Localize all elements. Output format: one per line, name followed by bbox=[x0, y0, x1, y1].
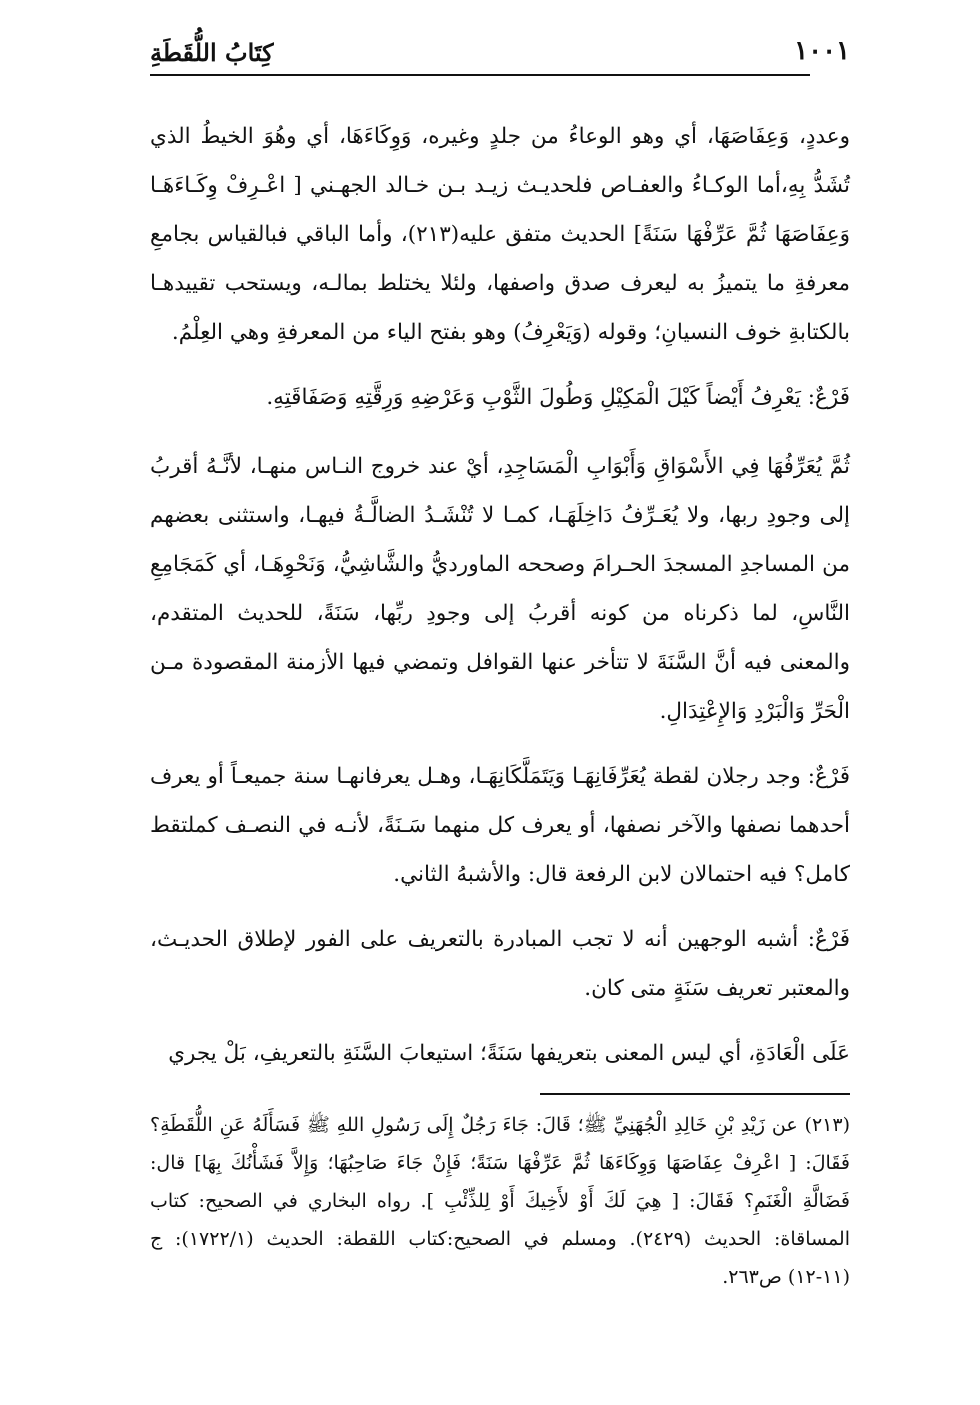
paragraph-2: فَرْعٌ: يَعْرِفُ أَيْضاً كَيْلَ الْمَكِيْلِ وَطُولَ الثَّوْبِ وَعَرْضِهِ وَرِقَّتِهِ وَصَفَاقَتِهِ. bbox=[266, 385, 850, 410]
main-text bbox=[150, 112, 850, 1094]
paragraph-1: وعددٍ، وَعِفَاصَهَا، أي وهو الوعاءُ من جلدٍ وغيره، وَوِكَاءَهَا، أي وهُوَ الخيطُ الذي تُشَدُّ بِهِ،أما الوكـاءُ والعفـاص فلحديـث زيـد بـن خـالد الجهـني [ اعْـرِفْ وِكَـاءَهَـا وَعِفَاصَهَا ثُمَّ عَرِّفْهَا سَنَةً] الحديث متفق عليه(٢١٣)، وأما الباقي فبالقياس بجامعِ معرفةِ ما يتميزُ به ليعرف صدق واصفها، ولئلا يختلط بمالـه، ويستحب تقييدهـا بالكتابةِ خوف النسيانِ؛ وقوله (وَيَعْرِفُ) وهو بفتح الياء من المعرفةِ وهي العِلْمُ. bbox=[150, 124, 850, 345]
chapter-title: كِتَابُ اللُّقَطَةِ bbox=[150, 38, 274, 67]
running-header bbox=[150, 36, 850, 76]
page-number: ١٠٠١ bbox=[794, 36, 850, 66]
paragraph-4: فَرْعٌ: وجد رجلان لقطة يُعَرِّفَانِهَـا وَيَتَمَلَّكَانِهَـا، وهـل يعرفانهـا سنة جميعـاً أو يعرف أحدهما نصفها والآخر نصفها، أو يعرف كل منهما سَـنَةً، لأنـه في النصـف كملتقط كامل؟ فيه احتمالان لابن الرفعة قال: والأشبهُ الثاني. bbox=[150, 764, 850, 887]
paragraph-5: فَرْعٌ: أشبه الوجهين أنه لا تجب المبادرة بالتعريف على الفور لإطلاق الحديـث، والمعتبر تعريف سَنَةٍ متى كان. bbox=[150, 927, 850, 1001]
paragraph-3: ثُمَّ يُعَرِّفُهَا فِي الأَسْوَاقِ وَأَبْوَابِ الْمَسَاجِدِ، أيْ عند خروج النـاس منهـا، لأنَّـهُ أقربُ إلى وجودِ ربها، ولا يُعَـرِّفُ دَاخِلَهَـا، كمـا لا تُنْشَـدُ الضالَّـةُ فيهـا، واستثنى بعضهم من المساجدِ المسجدَ الحـرامَ وصححه الماورديُّ والشَّاشِيُّ، وَنَحْوِهَـا، أي كَمَجَامِعِ النَّاسِ، لما ذكرناه من كونه أقربُ إلى وجودِ ربِّها، سَنَةً، للحديث المتقدم، والمعنى فيه أنَّ السَّنَةَ لا تتأخر عنها القوافل وتمضي فيها الأزمنة المقصودة مـن الْحَرِّ وَالْبَرْدِ وَالإِعْتِدَالِ. bbox=[150, 454, 850, 724]
footnote-rule bbox=[540, 1093, 850, 1095]
header-rule bbox=[150, 74, 810, 76]
footnote-213: (٢١٣) عن زَيْدِ بْنِ خَالِدِ الْجُهَنِيِّ ﷺ؛ قَالَ: جَاءَ رَجُلٌ إِلَى رَسُولِ اللهِ ﷺ فَسَأَلَهُ عَنِ اللُّقَطَةِ؟ فَقَالَ: [ اعْرِفْ عِفَاصَهَا وَوِكَاءَهَا ثُمَّ عَرِّفْهَا سَنَةً؛ فَإِنْ جَاءَ صَاحِبُهَا؛ وَإِلاَّ فَشَأْنُكَ بِهَا] قال: فَضَالَّةِ الْغَنَمِ؟ فَقَالَ: [ هِيَ لَكَ أَوْ لأَخِيكَ أَوْ لِلذِّئْبِ ]. رواه البخاري في الصحيح: كتاب المساقاة: الحديث (٢٤٢٩). ومسلم في الصحيح:كتاب اللقطة: الحديث (١٧٢٢/١): ج (١١-١٢) ص٢٦٣. bbox=[150, 1114, 850, 1288]
paragraph-6: عَلَى الْعَادَةِ، أي ليس المعنى بتعريفها سَنَةً؛ استيعابَ السَّنَةِ بالتعريفِ، بَلْ يجري bbox=[168, 1041, 850, 1066]
